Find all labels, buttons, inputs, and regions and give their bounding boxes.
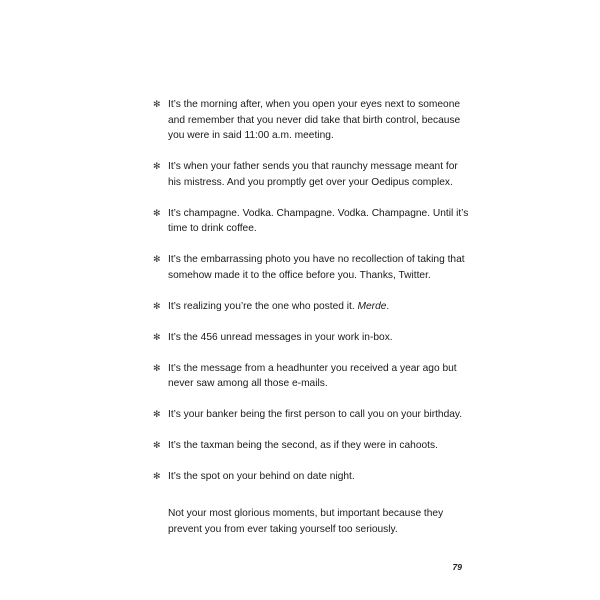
list-item-text-lead: It’s realizing you’re the one who posted it. <box>168 300 358 312</box>
list-item-text: It’s champagne. Vodka. Champagne. Vodka. Champagne. Until it’s time to drink coffee. <box>168 207 469 234</box>
bullet-list <box>153 97 473 500</box>
list-item-text: It’s the taxman being the second, as if they were in cahoots. <box>168 440 438 451</box>
list-item-text: It’s the embarrassing photo you have no recollection of taking that somehow made it to the office before you. Thanks, Twitter. <box>168 254 465 281</box>
list-item-text <box>168 299 473 315</box>
emphasized-word: Merde <box>357 300 387 312</box>
list-item-text: It’s your banker being the first person to call you on your birthday. <box>168 409 463 420</box>
list-item-text: It’s when your father sends you that raunchy message meant for his mistress. And you promptly get over your Oedipus complex. <box>168 161 458 188</box>
list-item <box>153 407 473 423</box>
list-item <box>153 299 473 315</box>
closing-paragraph: Not your most glorious moments, but important because they prevent you from ever taking yourself too seriously. <box>168 508 444 535</box>
list-item <box>153 97 473 144</box>
asterisk-bullet-icon: ✻ <box>153 300 161 311</box>
list-item <box>153 159 473 190</box>
asterisk-bullet-icon: ✻ <box>153 409 161 419</box>
asterisk-bullet-icon: ✻ <box>153 440 161 450</box>
list-item <box>153 330 473 346</box>
list-item-text: It’s the spot on your behind on date night. <box>168 471 355 482</box>
list-item-text-tail: . <box>386 300 390 312</box>
list-item <box>153 206 473 237</box>
list-item <box>153 252 473 283</box>
page-number: 79 <box>452 562 462 572</box>
list-item-text: It’s the message from a headhunter you received a year ago but never saw among all those e-mails. <box>168 362 457 389</box>
asterisk-bullet-icon: ✻ <box>153 471 161 481</box>
asterisk-bullet-icon: ✻ <box>153 207 161 218</box>
list-item-text: It’s the morning after, when you open your eyes next to someone and remember that you never did take that birth control, because you were in said 11:00 a.m. meeting. <box>168 99 461 141</box>
list-item <box>153 469 473 485</box>
asterisk-bullet-icon: ✻ <box>153 254 161 264</box>
asterisk-bullet-icon: ✻ <box>153 99 161 109</box>
list-item-text: It’s the 456 unread messages in your work in-box. <box>168 331 393 343</box>
asterisk-bullet-icon: ✻ <box>153 161 161 171</box>
asterisk-bullet-icon: ✻ <box>153 331 161 342</box>
list-item <box>153 438 473 454</box>
asterisk-bullet-icon: ✻ <box>153 362 161 373</box>
list-item <box>153 361 473 392</box>
